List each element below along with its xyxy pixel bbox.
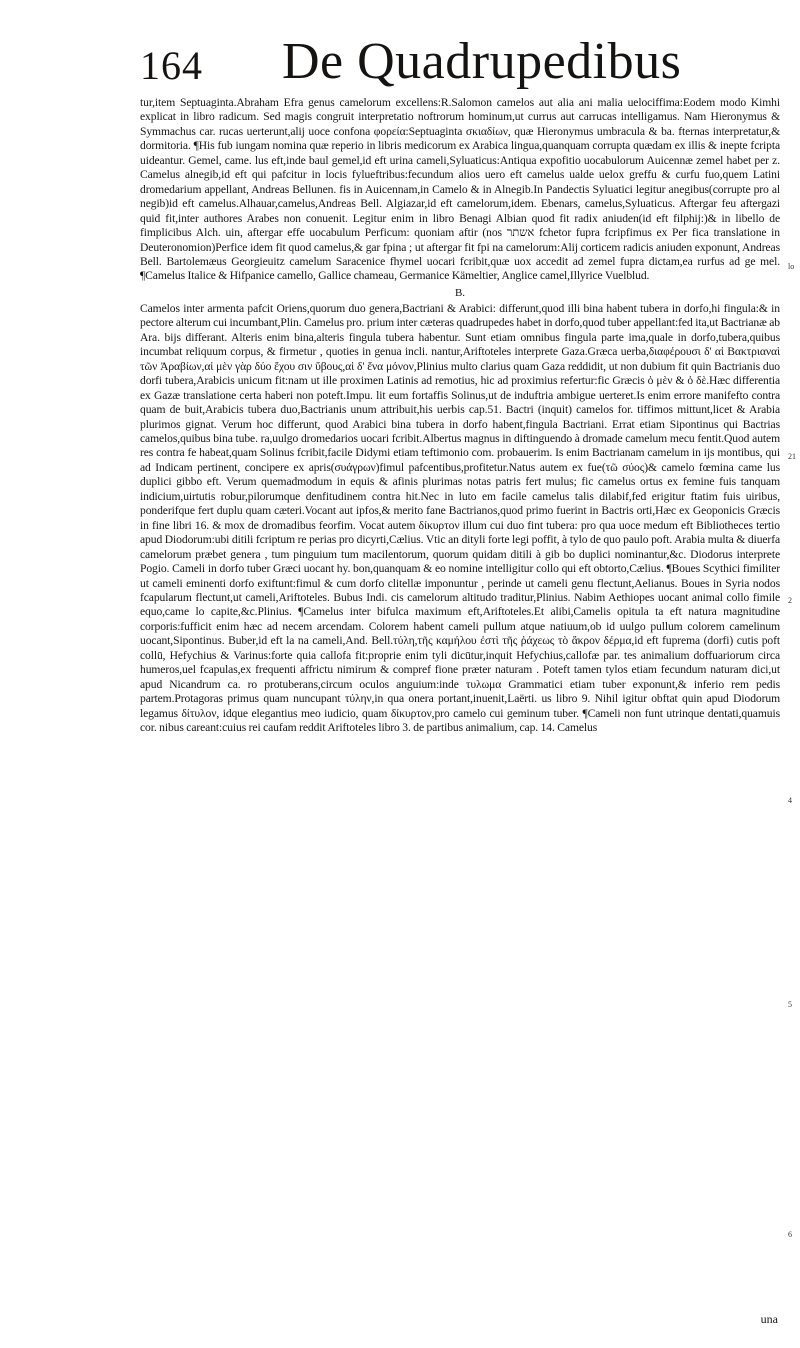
body-text	[140, 96, 780, 735]
page-number: 164	[140, 43, 203, 88]
section-mark: B.	[455, 286, 465, 299]
margin-note: 5	[788, 1000, 792, 1009]
page-header	[140, 32, 740, 96]
margin-note: 4	[788, 796, 792, 805]
paragraph-2: Camelos inter armenta pafcit Oriens,quorum duo genera,Bactriani & Arabici: differunt,quod illi bina habent tubera in dorfo,hi fingula:& in pectore alterum cui incumbant,Plin. Camelus pro. prium inter cæteras quadrupedes habet in dorfo,quod tuber appellant:fed ita,ut Bactrianæ ab Ara. bijs differant. Alteris enim bina,alteris fingula tubera habentur. Sunt etiam omnibus fingula parte ima,quale in dorfo,tubera,quibus incumbat reliquum corpus, & firmetur , quoties in genua incli. nantur,Ariftoteles interprete Gaza.Græca uerba,διαφέρουσι δ' αἱ Βακτριαναὶ τῶν Ἀραβίων,αἱ μὲν γὰρ δύο ἔχου σιν ὕβους,αἱ δ' ἕνα μόνον,Plinius multo clarius quam Gaza reddidit, ut non dubium fit quin Bactrianis duo dorfi tubera,Arabicis unicum fit:nam ut ille proximen Latinis ad remotius, hic ad proximius refertur:fic Græcis ὁ μὲν & ὁ δὲ.Hæc differentia ex Gazæ translatione certa haberi non poteft.Impu. lit eum fortaffis Solinus,ut de induftria ambigue uerteret.Is enim errore manifefto contra quam de buit,Arabicis tubera duo,Bactrianis unum attribuit,his uerbis cap.51. Bactri (inquit) camelos for. tiffimos mittunt,licet & Arabia plurimos gignat. Verum hoc differunt, quod Arabici bina tubera in dorfo habent,fingula Bactriani. Errat etiam Sipontinus qui Bactrias camelos,quibus bina tube. ra,uulgo dromedarios uocari fcribit.Albertus magnus in diftinguendo à dromade camelum mecu fentit.Quod autem res contra fe habeat,quam Solinus fcribit,facile Didymi etiam teftimonio com. probauerim. Is enim Bactrianam camelum in ijs montibus, qui ad Indicam pertinent, concipere ex apris(συάγρων)fimul pafcentibus,profitetur.Natus autem ex fue(τῶ σύος)& camelo fœmina came lus duplici gibbo eft. Verum quemadmodum in equis & afinis plurimas notas patris fert mulus; fic camelus ortus ex femine fuis tanquam indicium,uirtutis robur,pilorumque denfitudinem contra hit.Nec in luto em facile camelus talis dilabif,fed erigitur ftatim fuis uiribus, ponderifque fert duplu quam cæteri.Vocant aut ipfos,& merito fane Bactrianos,quod primo fuerint in Bactris orti,Hæc ex Geoponicis Græcis in fine libri 16. & mox de dromadibus feorfim. Vocat autem δίκυρτον illum cui duo fint tubera: pro qua uoce medum eft Bibliotheces tertio apud Diodorum:ubi ditili fcriptum re perias pro dicyrti,Cælius. Vtic an dityli forte legi poffit, à tylo de quo paulo poft. Arabia multa & diuerfa camelorum præbet genera , tum pinguium tum macilentorum, quorum quidam ditili à gib bo duplici nominantur,&c. Diodorus interprete Pogio. Cameli in dorfo tuber Græci uocant hy. bon,quanquam & eo nomine intelligitur collo qui eft obtorto,Cælius. ¶Boues Scythici fimiliter ut cameli eminenti dorfo exiftunt:fimul & cum dorfo clitellæ imponuntur , perinde ut cameli genu flectunt,Aelianus. Boues in Syria nodos fcapularum flectunt,ut cameli,Ariftoteles. Bubus Indi. cis camelorum altitudo traditur,Plinius. Nabim Aethiopes uocant animal collo fimile equo,came lo capite,&c.Plinius. ¶Camelus inter bifulca maximum eft,Ariftoteles.Et alibi,Camelis opitula ta eft natura magnitudine corporis:fufficit enim hæc ad necem arcendam. Colorem habent cameli pullum atque natiuum,ob id uulgo pullum colorem camelinum uocant,Sipontinus. Buber,id eft la na cameli,And. Bell.τύλη,τῆς καμήλου ἐστὶ τῆς ῥάχεως τὸ ἄκρον δέρμα,id eft fuprema (dorfi) cutis poft collū, Hefychius & Varinus:forte quia callofa fit:proprie enim tyli dicūtur,inquit Hefychius,callofæ par. tes animalium doffuariorum circa humeros,uel fcapulas,ex frequenti affrictu nimirum & compref fione præter naturam . Poteft tamen tylos etiam fecundum naturam dici,ut apud Nicandrum ca. ro protuberans,circum oculos anguium:inde τυλωμα Grammatici etiam tuber exponunt,& inferio rem pedis partem.Protagoras primus quam nuncupant τύλην,in qua onera portant,inuenit,Laërti. us libro 9. Nihil igitur obftat quin apud Diodorum legamus δίτυλον, idque elegantius meo iudicio, quam δίκυρτον,pro camelo cui geminum tuber. ¶Cameli non funt utrinque dentati,quamuis cor. nibus careant:cuius rei caufam reddit Ariftoteles libro 3. de partibus animalium, cap. 14. Camelus	[140, 301, 780, 735]
margin-notes	[788, 0, 800, 1348]
margin-note: 21	[788, 452, 796, 461]
margin-note: lo	[788, 262, 795, 271]
catchword: una	[760, 1312, 778, 1326]
margin-note: 2	[788, 596, 792, 605]
margin-note: 6	[788, 1230, 792, 1239]
paragraph-1: tur,item Septuaginta.Abraham Efra genus camelorum excellens:R.Salomon camelos aut alia ani malia uelociffima:Eodem modo Kimhi explicat in libro radicum. Sed magis congruit interpretatio noftrorum hominum,ut currus aut carrucas intelligamus. Nam Hieronymus & Symmachus car. rucas uerterunt,alij uoce confona φορεία:Septuaginta σκιαδίων, quæ Hieronymus umbracula & ba. fternas interpretatur,& dormitoria. ¶His fub iungam nomina quæ reperio in libris medicorum ex Arabica lingua,quanquam corrupta quædam ex illis & inepte fcripta uideantur. Gemel, came. lus eft,inde baul gemel,id eft urina cameli,Syluaticus:Antiqua expofitio uocabulorum Auicennæ zemel habet per z. Camelus alnegib,id eft qui pafcitur in locis fylueftribus:fecundum alios uero eft camelus ualde uelox greffu & curfu fuo,quem Latini dromedarium appellant, Andreas Bellunen. fis in Auicennam,in Camelo & in Alnegib.In Pandectis Syluatici legitur anegibus(corrupte pro al negib)id eft camelus.Alhauar,camelus,Andreas Bell. Algiazar,id eft camelorum,idem. Ebenars, camelus,Syluaticus. Aftergar feu aftergazi quid fit,inter authores Arabes non conuenit. Legitur enim in libro Benagi Albian quod fit radix aniuden(id eft filphij:)& in libello de fimplicibus Alch. uin, aftergar effe uocabulum Perficum: quoniam aftir (nos אשתר fchetor fupra fcripfimus ex Per fica translatione in Deuteronomion)Perfice idem fit quod camelus,& gar fpina ; ut aftergar fit fpi na camelorum:Alij corticem radicis aniuden exponunt, Andreas Bell. Bartolemæus Georgieuitz camelum Saracenice fhymel uocari fcribit,quæ uox accedit ad zemel fupra dictam,ea rurfus ad ge mel. ¶Camelus Italice & Hifpanice camello, Gallice chameau, Germanice Kämeltier, Anglice camel,Illyrice Vuelblud.	[140, 96, 780, 283]
running-title: De Quadrupedibus	[282, 33, 682, 90]
